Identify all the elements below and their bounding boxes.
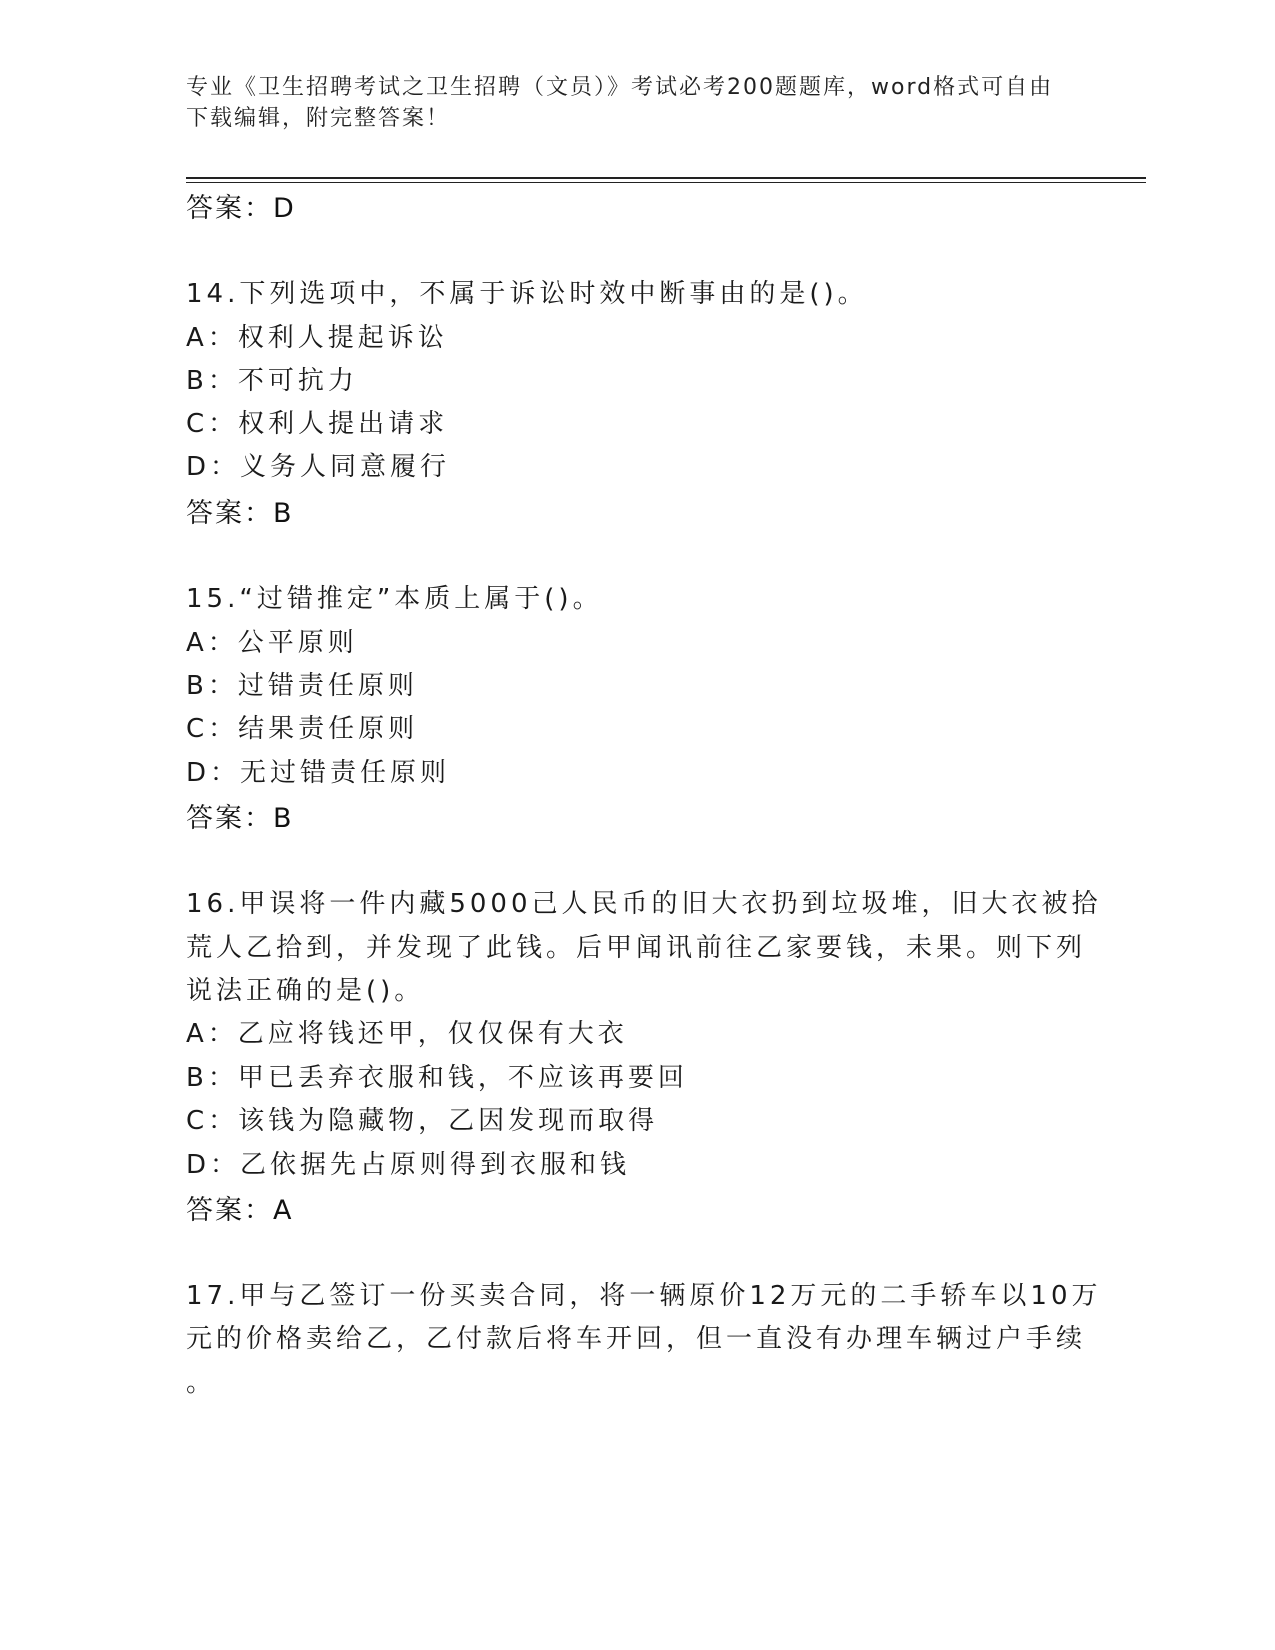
question-14-option-d: D：义务人同意履行 (186, 452, 451, 482)
answer-q16: 答案：A (186, 1195, 294, 1226)
header-rule-thin (186, 182, 1146, 183)
page-header: 专业《卫生招聘考试之卫生招聘（文员）》考试必考200题题库，word格式可自由下载编辑，附完整答案！ (186, 75, 1054, 131)
question-15-option-c: C：结果责任原则 (186, 714, 419, 744)
question-15-option-b: B：过错责任原则 (186, 671, 418, 701)
question-16-stem-line-3: 说法正确的是()。 (186, 976, 425, 1006)
question-15-option-a: A：公平原则 (186, 628, 358, 658)
answer-q13: 答案：D (186, 193, 296, 224)
question-17-stem-line-3: 。 (186, 1368, 217, 1398)
question-14-option-b: B：不可抗力 (186, 366, 358, 396)
answer-q15: 答案：B (186, 803, 294, 834)
question-14-option-c: C：权利人提出请求 (186, 409, 449, 439)
question-15-stem: 15.“过错推定”本质上属于()。 (186, 584, 603, 614)
question-14-option-a: A：权利人提起诉讼 (186, 323, 448, 353)
question-16-option-c: C：该钱为隐藏物，乙因发现而取得 (186, 1106, 659, 1136)
header-rule-thick (186, 177, 1146, 179)
question-16-option-a: A：乙应将钱还甲，仅仅保有大衣 (186, 1019, 628, 1049)
question-15-option-d: D：无过错责任原则 (186, 758, 451, 788)
question-14-stem: 14.下列选项中，不属于诉讼时效中断事由的是()。 (186, 279, 868, 309)
question-16-stem-line-2: 荒人乙拾到，并发现了此钱。后甲闻讯前往乙家要钱，未果。则下列 (186, 933, 1087, 963)
question-16-option-d: D：乙依据先占原则得到衣服和钱 (186, 1150, 631, 1180)
question-16-stem-line-1: 16.甲误将一件内藏5000己人民币的旧大衣扔到垃圾堆，旧大衣被拾 (186, 889, 1102, 919)
question-16-option-b: B：甲已丢弃衣服和钱，不应该再要回 (186, 1063, 688, 1093)
question-17-stem-line-2: 元的价格卖给乙，乙付款后将车开回，但一直没有办理车辆过户手续 (186, 1324, 1087, 1354)
question-17-stem-line-1: 17.甲与乙签订一份买卖合同，将一辆原价12万元的二手轿车以10万 (186, 1281, 1102, 1311)
answer-q14: 答案：B (186, 498, 294, 529)
